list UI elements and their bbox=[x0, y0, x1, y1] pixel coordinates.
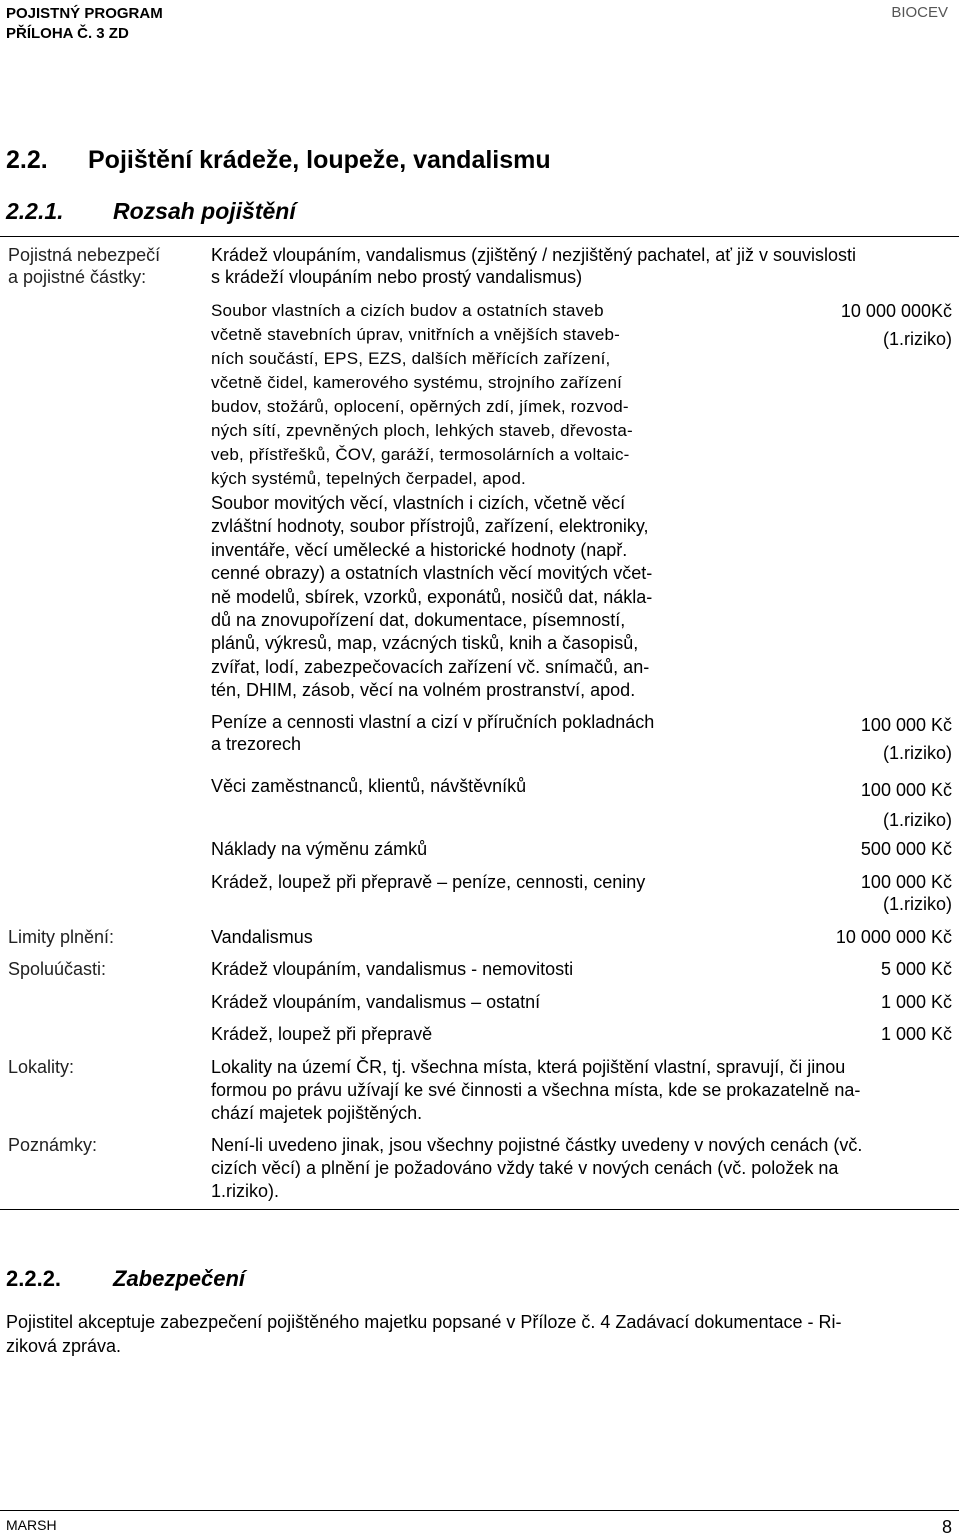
notes-line: Není-li uvedeno jinak, jsou všechny pojistné částky uvedeny v nových cenách (vč. bbox=[211, 1135, 863, 1155]
item-line: inventáře, věcí umělecké a historické hodnoty (např. bbox=[211, 539, 628, 560]
subsection-title: Rozsah pojištění bbox=[113, 198, 296, 224]
localities-label: Lokality: bbox=[8, 1057, 75, 1077]
item-transport bbox=[211, 871, 645, 893]
item-line: a trezorech bbox=[211, 734, 302, 754]
paragraph-line: Pojistitel akceptuje zabezpečení pojištěného majetku popsané v Příloze č. 4 Zadávací dokumentace - Ri- bbox=[6, 1312, 842, 1332]
item-line: tén, DHIM, zásob, věcí na volném prostranství, apod. bbox=[211, 680, 636, 701]
item-buildings-amount bbox=[752, 300, 952, 350]
perils-label-line: a pojistné částky: bbox=[8, 267, 147, 287]
item-movables bbox=[211, 492, 714, 703]
item-locks-amount bbox=[752, 838, 952, 860]
localities-line: formou po právu užívají ke své činnosti a všechna místa, kde se prokazatelně na- bbox=[211, 1080, 861, 1100]
item-locks bbox=[211, 838, 427, 860]
localities-line: chází majetek pojištěných. bbox=[211, 1103, 423, 1123]
item-cash bbox=[211, 711, 741, 755]
limits-amount: 10 000 000 Kč bbox=[835, 927, 952, 947]
intro-line: s krádeží vloupáním nebo prostý vandalismus) bbox=[211, 267, 583, 287]
item-line: Věci zaměstnanců, klientů, návštěvníků bbox=[211, 776, 527, 796]
section-heading bbox=[6, 146, 551, 175]
item-line: plánů, výkresů, map, vzácných tisků, knih a časopisů, bbox=[211, 633, 639, 654]
item-line: cenné obrazy) a ostatních vlastních věcí movitých včet- bbox=[211, 563, 653, 584]
paragraph-line: ziková zpráva. bbox=[6, 1336, 122, 1356]
localities-line: Lokality na území ČR, tj. všechna místa, která pojištění vlastní, spravují, či jinou bbox=[211, 1057, 846, 1077]
item-line: kých systémů, tepelných čerpadel, apod. bbox=[211, 469, 526, 488]
notes-text bbox=[211, 1134, 953, 1203]
item-employees-amount bbox=[752, 775, 952, 835]
deductible-amount: 5 000 Kč bbox=[880, 959, 952, 979]
header-client: BIOCEV bbox=[891, 4, 948, 21]
deductibles-label: Spoluúčasti: bbox=[8, 959, 107, 979]
item-line: budov, stožárů, oplocení, opěrných zdí, jímek, rozvod- bbox=[211, 397, 629, 416]
notes-line: cizích věcí) a plnění je požadováno vždy také v nových cenách (vč. položek na bbox=[211, 1158, 839, 1178]
item-transport-amount bbox=[752, 871, 952, 915]
subsection-heading bbox=[6, 198, 296, 225]
section-title: Pojištění krádeže, loupeže, vandalismu bbox=[88, 146, 551, 174]
security-paragraph bbox=[6, 1310, 954, 1358]
item-line: Soubor movitých věcí, vlastních i cizích, včetně věcí bbox=[211, 493, 626, 513]
footer-company: MARSH bbox=[6, 1517, 57, 1533]
item-line: zvířat, lodí, zabezpečovacích zařízení vč. snímačů, an- bbox=[211, 656, 650, 677]
deductible-row: Krádež vloupáním, vandalismus – ostatní bbox=[211, 992, 541, 1012]
section-number: 2.2. bbox=[6, 146, 48, 174]
item-buildings bbox=[211, 299, 714, 491]
deductible-amount: 1 000 Kč bbox=[880, 992, 952, 1012]
subsection2-number: 2.2.2. bbox=[6, 1266, 62, 1291]
item-line: zvláštní hodnoty, soubor přístrojů, zařízení, elektroniky, bbox=[211, 516, 649, 537]
item-line: včetně stavebních úprav, vnitřních a vnějších staveb- bbox=[211, 325, 621, 344]
item-line: dů na znovupořízení dat, dokumentace, písemností, bbox=[211, 610, 626, 631]
item-line: Soubor vlastních a cizích budov a ostatních staveb bbox=[211, 301, 604, 320]
item-line: Peníze a cennosti vlastní a cizí v příručních pokladnách bbox=[211, 712, 655, 732]
amount-value: 500 000 Kč bbox=[860, 839, 952, 859]
notes-label: Poznámky: bbox=[8, 1135, 98, 1155]
notes-line: 1.riziko). bbox=[211, 1181, 280, 1201]
amount-note: (1.riziko) bbox=[882, 743, 952, 763]
item-line: Krádež, loupež při přepravě – peníze, cennosti, ceniny bbox=[211, 872, 646, 892]
subsection-number: 2.2.1. bbox=[6, 198, 64, 224]
limits-label: Limity plnění: bbox=[8, 927, 115, 947]
amount-note: (1.riziko) bbox=[882, 810, 952, 830]
footer-rule bbox=[0, 1510, 959, 1511]
deductible-row: Krádež, loupež při přepravě bbox=[211, 1024, 433, 1044]
amount-note: (1.riziko) bbox=[882, 329, 952, 349]
item-line: včetně čidel, kamerového systému, strojního zařízení bbox=[211, 373, 623, 392]
amount-note: (1.riziko) bbox=[882, 894, 952, 914]
perils-intro bbox=[211, 244, 956, 288]
subsection2-title: Zabezpečení bbox=[113, 1266, 246, 1291]
limits-text: Vandalismus bbox=[211, 927, 313, 947]
amount-value: 100 000 Kč bbox=[860, 715, 952, 735]
item-employees bbox=[211, 775, 526, 797]
localities-text bbox=[211, 1056, 953, 1125]
deductible-amount: 1 000 Kč bbox=[880, 1024, 952, 1044]
header-attachment: PŘÍLOHA Č. 3 ZD bbox=[6, 25, 129, 42]
amount-value: 100 000 Kč bbox=[860, 780, 952, 800]
header-program: POJISTNÝ PROGRAM bbox=[6, 5, 163, 22]
amount-value: 10 000 000Kč bbox=[840, 301, 952, 321]
item-line: ních součástí, EPS, EZS, dalších měřících zařízení, bbox=[211, 349, 611, 368]
amount-value: 100 000 Kč bbox=[860, 872, 952, 892]
perils-label bbox=[8, 244, 160, 288]
document-header bbox=[6, 4, 163, 44]
item-line: Náklady na výměnu zámků bbox=[211, 839, 428, 859]
item-line: ně modelů, sbírek, vzorků, exponátů, nosičů dat, nákla- bbox=[211, 586, 653, 607]
perils-label-line: Pojistná nebezpečí bbox=[8, 245, 161, 265]
item-line: veb, přístřešků, ČOV, garáží, termosolárních a voltaic- bbox=[211, 445, 630, 464]
subsection2-heading bbox=[6, 1266, 245, 1292]
item-line: ných sítí, zpevněných ploch, lehkých staveb, dřevosta- bbox=[211, 421, 633, 440]
intro-line: Krádež vloupáním, vandalismus (zjištěný / nezjištěný pachatel, ať již v souvislosti bbox=[211, 245, 857, 265]
page-number: 8 bbox=[941, 1517, 952, 1537]
deductible-row: Krádež vloupáním, vandalismus - nemovitosti bbox=[211, 959, 574, 979]
item-cash-amount bbox=[752, 711, 952, 767]
